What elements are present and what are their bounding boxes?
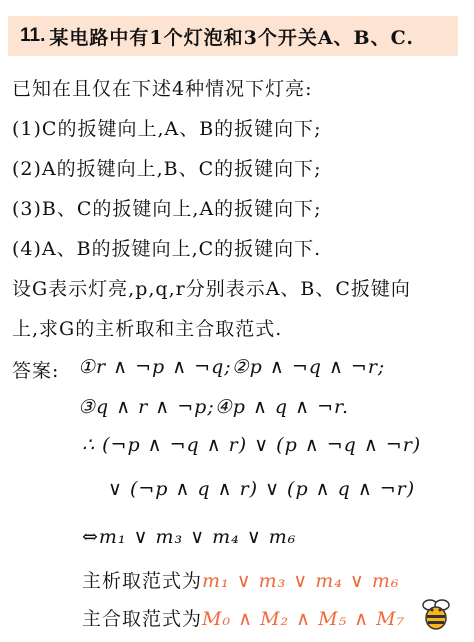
answer-line-4: ∨ (¬p ∧ q ∧ r) ∨ (p ∧ q ∧ ¬r) bbox=[108, 478, 416, 500]
bee-icon bbox=[418, 596, 454, 632]
answer-line-5: ⇔m₁ ∨ m₃ ∨ m₄ ∨ m₆ bbox=[82, 526, 297, 548]
pdnf-value: m₁ ∨ m₃ ∨ m₄ ∨ m₆ bbox=[202, 570, 400, 592]
pcnf-line bbox=[82, 604, 405, 631]
problem-line-3: (2)A的扳键向上,B、C的扳键向下; bbox=[12, 158, 322, 180]
problem-number: 11. bbox=[20, 25, 46, 46]
problem-title: 某电路中有1个灯泡和3个开关A、B、C. bbox=[49, 26, 415, 49]
answer-line-1: ①r ∧ ¬p ∧ ¬q;②p ∧ ¬q ∧ ¬r; bbox=[78, 356, 386, 378]
answer-line-2: ③q ∧ r ∧ ¬p;④p ∧ q ∧ ¬r. bbox=[78, 396, 350, 418]
answer-line-3: ∴ (¬p ∧ ¬q ∧ r) ∨ (p ∧ ¬q ∧ ¬r) bbox=[82, 434, 422, 456]
problem-line-1: 已知在且仅在下述4种情况下灯亮: bbox=[12, 78, 313, 100]
problem-title-bar bbox=[8, 16, 458, 56]
pdnf-line bbox=[82, 566, 400, 593]
answer-label: 答案: bbox=[12, 360, 60, 382]
pcnf-label: 主合取范式为 bbox=[82, 608, 203, 630]
problem-line-6: 设G表示灯亮,p,q,r分别表示A、B、C扳键向 bbox=[12, 278, 411, 300]
problem-line-7: 上,求G的主析取和主合取范式. bbox=[12, 318, 283, 340]
pcnf-value: M₀ ∧ M₂ ∧ M₅ ∧ M₇ bbox=[202, 608, 406, 630]
problem-line-5: (4)A、B的扳键向上,C的扳键向下. bbox=[12, 238, 322, 260]
pdnf-label: 主析取范式为 bbox=[82, 570, 203, 592]
problem-line-2: (1)C的扳键向上,A、B的扳键向下; bbox=[12, 118, 322, 140]
problem-line-4: (3)B、C的扳键向上,A的扳键向下; bbox=[12, 198, 322, 220]
